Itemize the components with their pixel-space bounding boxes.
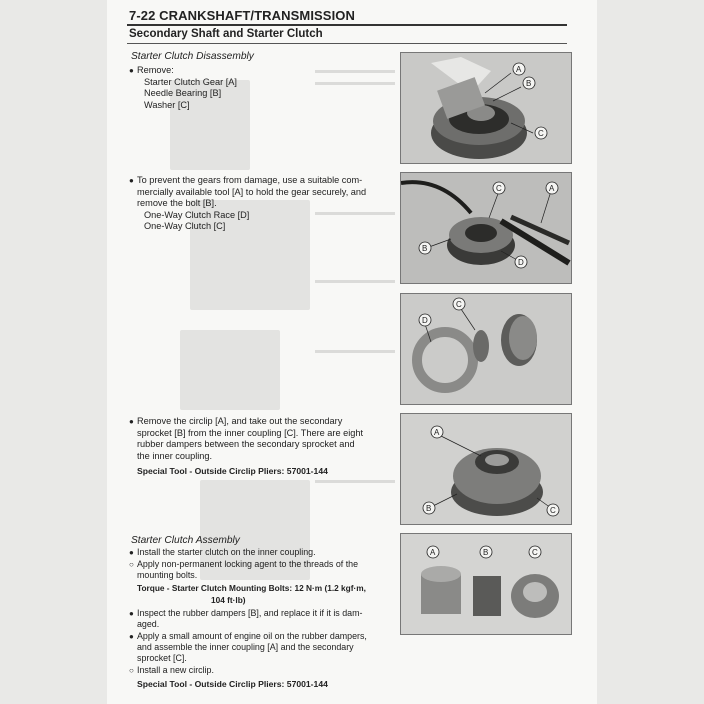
- photo-label: D: [422, 316, 428, 325]
- photo-label: C: [496, 184, 502, 193]
- remove-label: Remove:: [137, 65, 174, 75]
- bullet-icon: ●: [129, 417, 134, 426]
- photo-label: C: [538, 129, 544, 138]
- bullet-icon: ●: [129, 176, 134, 185]
- photo-one-way-clutch: [400, 293, 572, 405]
- section-rule: [127, 43, 567, 44]
- photo-label: C: [456, 300, 462, 309]
- text-line: Inspect the rubber dampers [B], and replace it if it is dam-: [137, 607, 363, 618]
- photo-starter-clutch-gear: [400, 52, 572, 164]
- remove-item: Starter Clutch Gear [A]: [144, 76, 237, 87]
- photo-secondary-sprocket: [400, 413, 572, 525]
- remove-item: Needle Bearing [B]: [144, 88, 222, 99]
- photo-label: B: [422, 244, 428, 253]
- open-bullet-icon: ○: [129, 559, 134, 569]
- text-line: remove the bolt [B].: [137, 198, 217, 209]
- header-rule: [127, 24, 567, 26]
- prevent-item: One-Way Clutch [C]: [144, 221, 226, 232]
- photo-label: A: [516, 65, 522, 74]
- photo-label: A: [549, 184, 555, 193]
- text-line: mercially available tool [A] to hold the gear securely, and: [137, 186, 367, 197]
- text-line: Install the starter clutch on the inner coupling.: [137, 547, 316, 557]
- photo-label: C: [550, 506, 556, 515]
- bullet-icon: ●: [129, 608, 134, 618]
- assembly-steps: [129, 547, 387, 690]
- photo-holding-tool: [400, 172, 572, 284]
- torque-note: Torque - Starter Clutch Mounting Bolts: 12 N·m (1.2 kgf·m,: [137, 583, 366, 594]
- text-line: and assemble the inner coupling [A] and the secondary: [137, 642, 354, 653]
- assembly-heading: Starter Clutch Assembly: [131, 535, 240, 546]
- text-line: Apply non-permanent locking agent to the threads of the: [137, 558, 359, 569]
- prevent-item: One-Way Clutch Race [D]: [144, 209, 250, 220]
- text-line: mounting bolts.: [137, 570, 198, 581]
- special-tool-note: Special Tool - Outside Circlip Pliers: 57001-144: [137, 466, 328, 477]
- photo-label: B: [483, 548, 489, 557]
- disassembly-heading: Starter Clutch Disassembly: [131, 51, 254, 62]
- photo-assembly-parts: [400, 533, 572, 635]
- bullet-icon: ●: [129, 548, 134, 557]
- text-line: aged.: [137, 619, 160, 630]
- photo-label: B: [526, 79, 532, 88]
- bullet-icon: ●: [129, 631, 134, 641]
- photo-label: B: [426, 504, 432, 513]
- text-line: Apply a small amount of engine oil on the rubber dampers,: [137, 630, 367, 641]
- open-bullet-icon: ○: [129, 665, 134, 675]
- photo-label: A: [434, 428, 440, 437]
- photo-label: C: [532, 548, 538, 557]
- text-line: Install a new circlip.: [137, 664, 214, 675]
- special-tool-note: Special Tool - Outside Circlip Pliers: 57001-144: [137, 679, 328, 690]
- photo-label: A: [430, 548, 436, 557]
- section-title: Secondary Shaft and Starter Clutch: [129, 28, 323, 40]
- text-line: Remove the circlip [A], and take out the secondary: [137, 416, 343, 426]
- bullet-icon: ●: [129, 66, 134, 75]
- remove-item: Washer [C]: [144, 99, 190, 110]
- text-line: To prevent the gears from damage, use a suitable com-: [137, 175, 363, 185]
- text-line: rubber dampers between the secondary sprocket and: [137, 439, 355, 450]
- page-header: 7-22 CRANKSHAFT/TRANSMISSION: [129, 8, 355, 23]
- text-line: sprocket [C].: [137, 653, 187, 664]
- remove-step: [129, 65, 387, 111]
- torque-note-cont: 104 ft·lb): [211, 594, 246, 605]
- circlip-step: [129, 416, 387, 478]
- photo-label: D: [518, 258, 524, 267]
- text-line: the inner coupling.: [137, 450, 213, 461]
- text-line: sprocket [B] from the inner coupling [C]. There are eight: [137, 427, 364, 438]
- prevent-step: [129, 175, 387, 233]
